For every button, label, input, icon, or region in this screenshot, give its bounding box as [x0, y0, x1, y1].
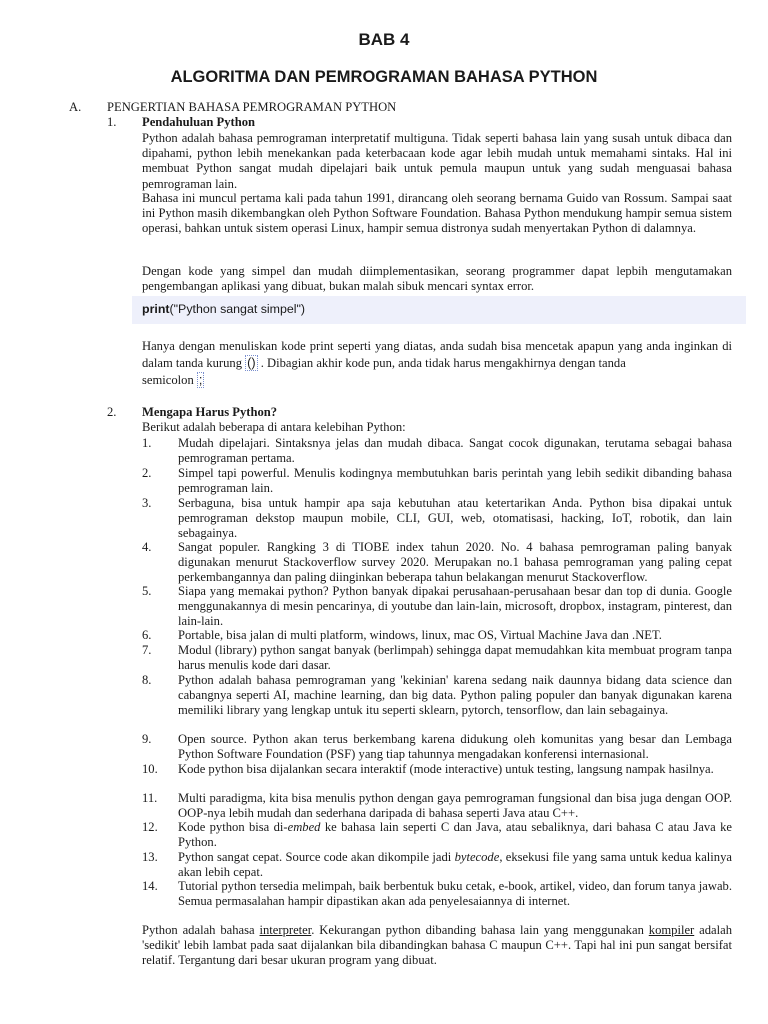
list-number: 9. — [142, 732, 152, 746]
list-text-part: Kode python bisa di- — [178, 820, 288, 834]
section-title: PENGERTIAN BAHASA PEMROGRAMAN PYTHON — [107, 100, 397, 114]
list-number: 13. — [142, 850, 158, 864]
list-number: 2. — [142, 466, 152, 480]
semicolon-highlight: ; — [198, 373, 203, 387]
code-args: ("Python sangat simpel") — [169, 302, 306, 316]
paragraph-intro: Python adalah bahasa pemrograman interpretatif multiguna. Tidak seperti bahasa lain yang susah untuk dibaca dan dipahami, python lebih menekankan pada keterbacaan kode agar lebih mudah untuk memahami sintaks. Hal ini membuat Python sangat mudah dipelajari baik untuk pemula maupun untuk yang sudah menguasai bahasa pemrograman lain. — [142, 131, 732, 191]
list-text: Tutorial python tersedia melimpah, baik berbentuk buku cetak, e-book, artikel, video, dan forum tanya jawab. Semua permasalahan hampir dipastikan akan ada penyelesaiannya di internet. — [178, 879, 732, 909]
list-text: Python adalah bahasa pemrograman yang 'kekinian' karena sedang naik daunnya bidang data science dan cabangnya seperti AI, machine learning, dan big data. Python paling populer dan banyak digunakan karena memiliki library yang lengkap untuk itu seperti sklearn, pytorch, tensorflow, dan lain sebagainya. — [178, 673, 732, 718]
list-text-part: , eksekusi file yang sama untuk kedua kalinya akan lebih cepat. — [178, 850, 732, 880]
code-keyword: print — [142, 302, 170, 316]
list-number: 6. — [142, 628, 152, 642]
list-number: 7. — [142, 643, 152, 657]
interpreter-link[interactable]: interpreter — [259, 923, 312, 937]
list-number: 3. — [142, 496, 152, 510]
paren-highlight: () — [247, 356, 256, 370]
list-number: 11. — [142, 791, 158, 805]
list-number: 10. — [142, 762, 158, 776]
list-text-emphasis: bytecode — [454, 850, 500, 864]
paragraph-closing — [142, 923, 732, 969]
list-text: Sangat populer. Rangking 3 di TIOBE index tahun 2020. No. 4 bahasa pemrograman paling banyak digunakan menurut Stackoverflow survey 2020. Merupakan no.1 bahasa pemrograman yang paling cepat perkembangannya dan paling diinginkan beberapa tahun belakangan menurut Stackoverflow. — [178, 540, 732, 585]
subsection-number: 1. — [107, 115, 117, 129]
paragraph-simplicity: Dengan kode yang simpel dan mudah diimplementasikan, seorang programmer dapat lepbih mengutamakan pengembangan aplikasi yang dibuat, bukan malah sibuk mencari syntax error. — [142, 264, 732, 294]
list-number: 8. — [142, 673, 152, 687]
section-letter: A. — [69, 100, 82, 114]
list-text: Siapa yang memakai python? Python banyak dipakai perusahaan-perusahaan besar dan top di dunia. Google menggunakannya di mesin pencarinya, di youtube dan lain-lain, microsoft, dropbox, instagram, pinterest, dan lain-lain. — [178, 584, 732, 629]
subsection-title: Mengapa Harus Python? — [142, 405, 278, 419]
list-text: Open source. Python akan terus berkembang karena didukung oleh komunitas yang besar dan Lembaga Python Software Foundation (PSF) yang tiap tahunnya mengadakan konferensi internasional. — [178, 732, 732, 762]
list-text: Multi paradigma, kita bisa menulis python dengan gaya pemrograman fungsional dan bisa juga dengan OOP. OOP-nya lebih mudah dan sederhana daripada di bahasa seperti Java atau C++. — [178, 791, 732, 821]
list-text-part: Python sangat cepat. Source code akan dikompile jadi — [178, 850, 455, 864]
list-number: 1. — [142, 436, 152, 450]
list-text: Portable, bisa jalan di multi platform, windows, linux, mac OS, Virtual Machine Java dan .NET. — [178, 628, 662, 642]
chapter-number: BAB 4 — [358, 30, 410, 49]
list-text: Simpel tapi powerful. Menulis kodingnya membutuhkan baris perintah yang lebih sedikit dibanding bahasa pemrograman lain. — [178, 466, 732, 496]
list-text: Kode python bisa dijalankan secara interaktif (mode interactive) untuk testing, langsung nampak hasilnya. — [178, 762, 714, 776]
print-text-a: Hanya dengan menuliskan kode print seperti yang diatas, anda sudah bisa mencetak apapun yang anda inginkan di dalam tanda kurung — [142, 339, 732, 370]
list-number: 4. — [142, 540, 152, 554]
closing-text: . Kekurangan python dibanding bahasa lain yang menggunakan — [311, 923, 649, 937]
list-number: 5. — [142, 584, 152, 598]
chapter-title: ALGORITMA DAN PEMROGRAMAN BAHASA PYTHON — [170, 68, 598, 86]
code-line — [142, 302, 305, 316]
closing-text: adalah 'sedikit' lebih lambat pada saat dijalankan bila dibandingkan bahasa C maupun C++. Tapi hal ini pun sangat bersifat relatif. Tergantung dari besar ukuran program yang dibuat. — [142, 923, 732, 968]
subsection-number: 2. — [107, 405, 117, 419]
list-text-part: ke bahasa lain seperti C dan Java, atau sebaliknya, dari bahasa C atau Java ke Python. — [178, 820, 732, 850]
kompiler-link[interactable]: kompiler — [648, 923, 695, 937]
list-text — [178, 820, 732, 850]
list-text-emphasis: embed — [287, 820, 321, 834]
paragraph-print-explanation — [142, 338, 732, 389]
code-block — [132, 296, 746, 324]
list-text: Mudah dipelajari. Sintaksnya jelas dan mudah dibaca. Sangat cocok digunakan, terutama sebagai bahasa pemrograman pertama. — [178, 436, 732, 466]
closing-text: Python adalah bahasa — [142, 923, 260, 937]
print-text-b: . Dibagian akhir kode pun, anda tidak harus mengakhirnya dengan tanda — [257, 356, 626, 370]
print-text-c: semicolon — [142, 373, 197, 387]
paragraph-history: Bahasa ini muncul pertama kali pada tahun 1991, dirancang oleh seorang bernama Guido van Rossum. Sampai saat ini Python masih dikembangkan oleh Python Software Foundation. Bahasa Python mendukung hampir semua sistem operasi, bahkan untuk sistem operasi Linux, hampir semua distronya sudah menyertakan Python di dalamnya. — [142, 191, 732, 236]
list-intro: Berikut adalah beberapa di antara kelebihan Python: — [142, 420, 406, 434]
list-number: 14. — [142, 879, 158, 893]
subsection-title: Pendahuluan Python — [142, 115, 256, 129]
list-text: Modul (library) python sangat banyak (berlimpah) sehingga dapat memudahkan kita membuat program tanpa harus menulis kode dari dasar. — [178, 643, 732, 673]
list-text — [178, 850, 732, 880]
list-number: 12. — [142, 820, 158, 834]
list-text: Serbaguna, bisa untuk hampir apa saja kebutuhan atau ketertarikan Anda. Python bisa dipakai untuk pemrograman dekstop maupun mobile, CLI, GUI, web, otomatisasi, hacking, IoT, robotik, dan lain sebagainya. — [178, 496, 732, 541]
